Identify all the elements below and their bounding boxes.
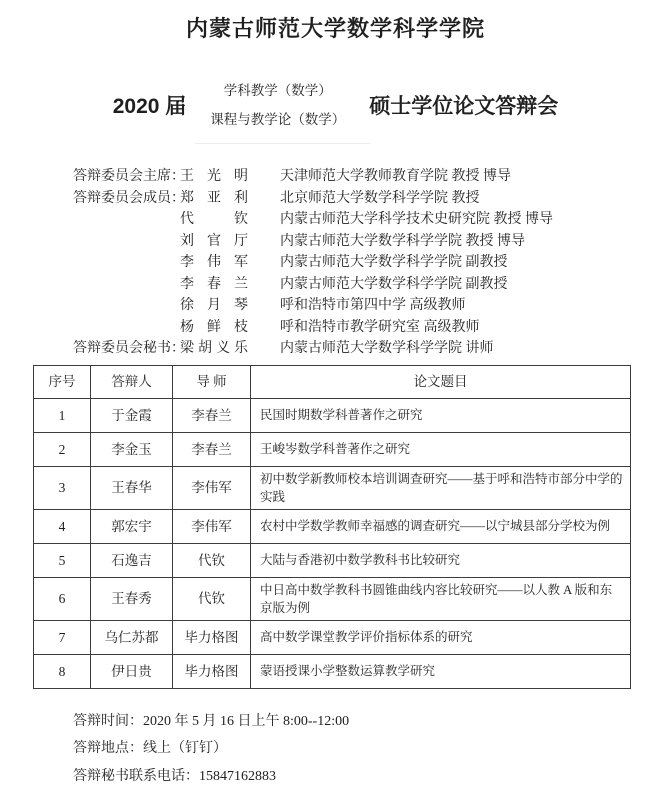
cell-defender: 于金霞 bbox=[91, 398, 173, 432]
cell-thesis-title: 大陆与香港初中数学教科书比较研究 bbox=[251, 543, 631, 577]
cell-thesis-title: 高中数学课堂教学评价指标体系的研究 bbox=[251, 620, 631, 654]
cell-number: 8 bbox=[34, 654, 91, 688]
header-advisor: 导 师 bbox=[173, 365, 251, 398]
committee-member-affiliation: 呼和浩特市教学研究室 高级教师 bbox=[280, 317, 480, 339]
committee-role-label: 答辩委员会秘书： bbox=[73, 338, 180, 360]
committee-row bbox=[73, 188, 671, 210]
university-title: 内蒙古师范大学数学科学学院 bbox=[0, 14, 671, 44]
cell-defender: 郭宏宇 bbox=[91, 509, 173, 543]
cell-advisor: 李春兰 bbox=[173, 398, 251, 432]
committee-role-label: 答辩委员会主席： bbox=[73, 166, 180, 188]
cell-thesis-title: 蒙语授课小学整数运算教学研究 bbox=[251, 654, 631, 688]
cell-advisor: 毕力格图 bbox=[173, 620, 251, 654]
cell-thesis-title: 农村中学数学教师幸福感的调查研究——以宁城县部分学校为例 bbox=[251, 509, 631, 543]
table-header-row bbox=[34, 365, 631, 398]
program-subject-teaching: 学科教学（数学） bbox=[210, 84, 345, 98]
committee-row bbox=[73, 252, 671, 274]
cell-defender: 乌仁苏都 bbox=[91, 620, 173, 654]
committee-member-affiliation: 内蒙古师范大学数学科学学院 副教授 bbox=[280, 252, 508, 274]
table-row bbox=[34, 509, 631, 543]
cell-thesis-title: 中日高中数学教科书圆锥曲线内容比较研究——以人教 A 版和东京版为例 bbox=[251, 577, 631, 620]
cell-thesis-title: 王峻岑数学科普著作之研究 bbox=[251, 432, 631, 466]
committee-member-name: 杨 鲜 枝 bbox=[180, 317, 248, 339]
committee-member-affiliation: 天津师范大学教师教育学院 教授 博导 bbox=[280, 166, 511, 188]
table-row bbox=[34, 398, 631, 432]
cell-number: 7 bbox=[34, 620, 91, 654]
cell-number: 5 bbox=[34, 543, 91, 577]
defense-location: 答辩地点：线上（钉钉） bbox=[73, 735, 671, 763]
cell-number: 4 bbox=[34, 509, 91, 543]
secretary-phone: 答辩秘书联系电话：15847162883 bbox=[73, 763, 671, 790]
committee-member-affiliation: 内蒙古师范大学数学科学学院 讲师 bbox=[280, 338, 494, 360]
session-heading bbox=[0, 84, 671, 126]
cell-number: 1 bbox=[34, 398, 91, 432]
committee-member-name: 李 伟 军 bbox=[180, 252, 248, 274]
cell-number: 3 bbox=[34, 466, 91, 509]
program-stack bbox=[210, 84, 345, 126]
committee-member-name: 徐 月 琴 bbox=[180, 295, 248, 317]
committee-list bbox=[73, 166, 671, 360]
cell-defender: 石逸吉 bbox=[91, 543, 173, 577]
committee-member-affiliation: 北京师范大学数学科学学院 教授 bbox=[280, 188, 480, 210]
committee-row bbox=[73, 295, 671, 317]
committee-member-name: 郑 亚 利 bbox=[180, 188, 248, 210]
committee-member-affiliation: 内蒙古师范大学数学科学学院 副教授 bbox=[280, 274, 508, 296]
table-row bbox=[34, 432, 631, 466]
committee-member-name: 代 钦 bbox=[180, 209, 248, 231]
cell-advisor: 李伟军 bbox=[173, 466, 251, 509]
committee-member-affiliation: 内蒙古师范大学数学科学学院 教授 博导 bbox=[280, 231, 525, 253]
committee-row bbox=[73, 209, 671, 231]
committee-row bbox=[73, 166, 671, 188]
cell-advisor: 李伟军 bbox=[173, 509, 251, 543]
cell-advisor: 代钦 bbox=[173, 577, 251, 620]
document-page bbox=[0, 14, 671, 775]
committee-member-name: 刘 官 厅 bbox=[180, 231, 248, 253]
cell-defender: 李金玉 bbox=[91, 432, 173, 466]
defense-schedule-table bbox=[33, 365, 631, 689]
committee-member-affiliation: 呼和浩特市第四中学 高级教师 bbox=[280, 295, 466, 317]
cell-defender: 伊日贵 bbox=[91, 654, 173, 688]
cell-number: 6 bbox=[34, 577, 91, 620]
cell-thesis-title: 民国时期数学科普著作之研究 bbox=[251, 398, 631, 432]
header-defender: 答辩人 bbox=[91, 365, 173, 398]
committee-row bbox=[73, 338, 671, 360]
cell-thesis-title: 初中数学新教师校本培训调查研究——基于呼和浩特市部分中学的实践 bbox=[251, 466, 631, 509]
table-row bbox=[34, 543, 631, 577]
committee-row bbox=[73, 274, 671, 296]
committee-row bbox=[73, 231, 671, 253]
cell-advisor: 代钦 bbox=[173, 543, 251, 577]
program-curriculum-theory: 课程与教学论（数学） bbox=[210, 113, 345, 127]
committee-member-name: 王 光 明 bbox=[180, 166, 248, 188]
table-row bbox=[34, 620, 631, 654]
committee-row bbox=[73, 317, 671, 339]
defense-time: 答辩时间：2020 年 5 月 16 日上午 8:00--12:00 bbox=[73, 708, 671, 736]
cell-number: 2 bbox=[34, 432, 91, 466]
session-year: 2020 届 bbox=[113, 90, 187, 120]
session-suffix: 硕士学位论文答辩会 bbox=[369, 90, 558, 120]
committee-role-label: 答辩委员会成员： bbox=[73, 188, 180, 210]
header-thesis-title: 论文题目 bbox=[251, 365, 631, 398]
committee-member-affiliation: 内蒙古师范大学科学技术史研究院 教授 博导 bbox=[280, 209, 553, 231]
footer-info bbox=[73, 708, 671, 790]
table-row bbox=[34, 466, 631, 509]
cell-advisor: 李春兰 bbox=[173, 432, 251, 466]
committee-member-name: 李 春 兰 bbox=[180, 274, 248, 296]
cell-defender: 王春秀 bbox=[91, 577, 173, 620]
cell-advisor: 毕力格图 bbox=[173, 654, 251, 688]
table-row bbox=[34, 654, 631, 688]
faint-divider-line bbox=[195, 143, 370, 144]
committee-member-name: 梁胡义乐 bbox=[180, 338, 248, 360]
cell-defender: 王春华 bbox=[91, 466, 173, 509]
header-number: 序号 bbox=[34, 365, 91, 398]
table-row bbox=[34, 577, 631, 620]
